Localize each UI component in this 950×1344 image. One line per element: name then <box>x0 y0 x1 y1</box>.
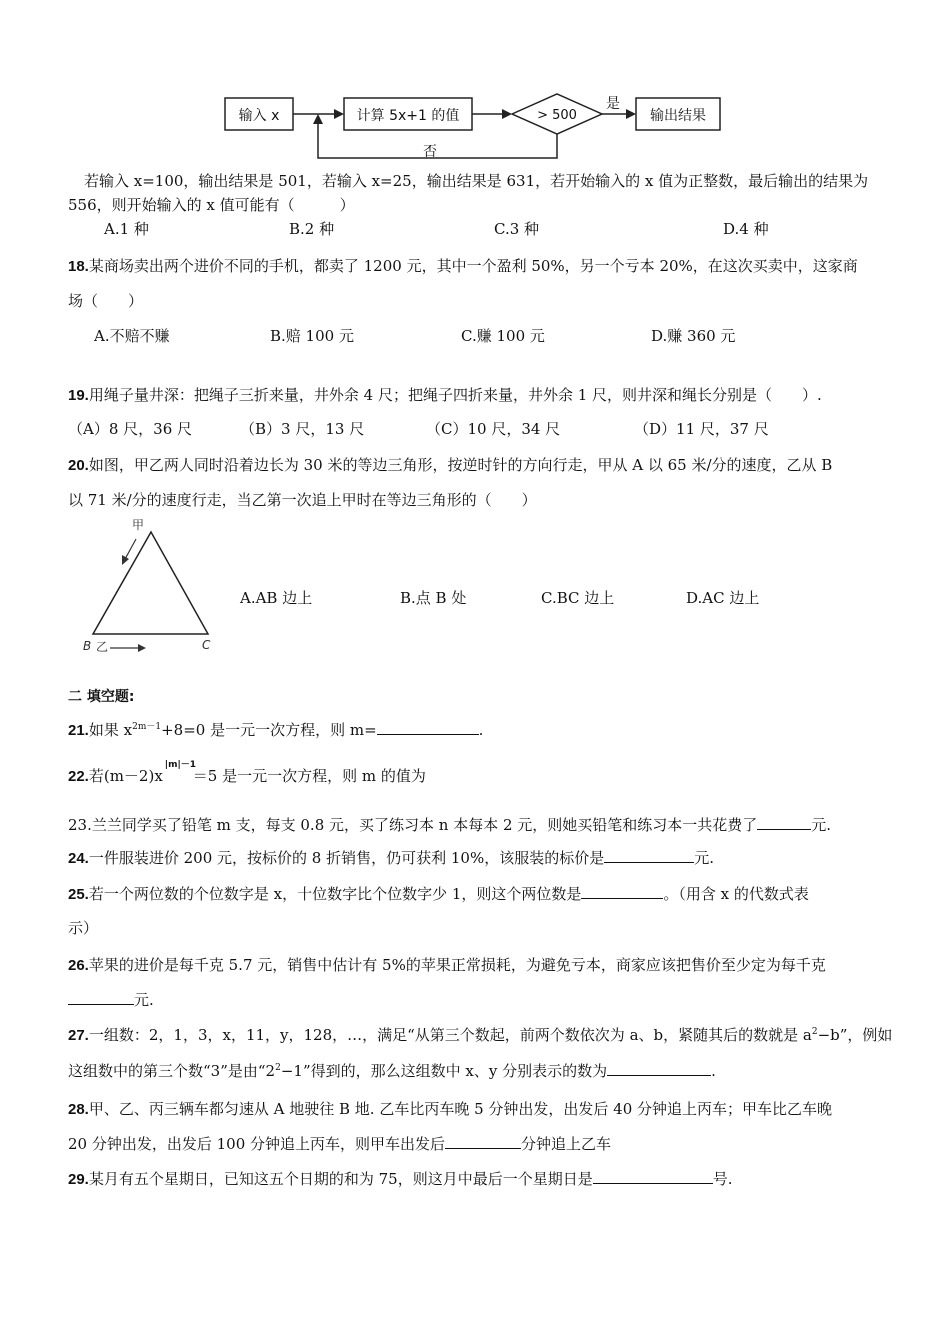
q29-blank[interactable] <box>593 1169 713 1184</box>
flow-output-label: 输出结果 <box>650 108 706 124</box>
q23-blank[interactable] <box>757 815 811 830</box>
q26-blank[interactable] <box>68 990 134 1005</box>
q21-line <box>68 720 483 741</box>
q23-line <box>68 815 831 835</box>
q18-number: 18. <box>68 258 89 275</box>
q17-option-d: D.4 种 <box>723 220 769 238</box>
q28-line2-text: 20 分钟出发，出发后 100 分钟追上丙车，则甲车出发后 <box>68 1135 446 1153</box>
q26-end: 元. <box>134 991 154 1009</box>
q24-text: 一件服装进价 200 元，按标价的 8 折销售，仍可获利 10%，该服装的标价是 <box>88 849 605 867</box>
q27-sup: 2 <box>811 1027 818 1037</box>
q21-end: . <box>478 721 484 739</box>
q25-line1 <box>68 884 809 905</box>
flowchart <box>220 88 730 166</box>
q27-text: 一组数：2，1，3，x，11，y，128，…，满足“从第三个数起，前两个数依次为 a、b，紧随其后的数就是 a <box>88 1026 812 1044</box>
q17-option-a: A.1 种 <box>104 220 149 238</box>
q27-blank[interactable] <box>607 1061 711 1076</box>
flow-input-label: 输入 x <box>238 108 280 124</box>
q29-line <box>68 1169 733 1190</box>
q25-line2: 示） <box>68 919 99 937</box>
flow-compute-label: 计算 5x+1 的值 <box>356 108 460 124</box>
q19-number: 19. <box>68 387 89 404</box>
q22-text-pre: 若(m－2)x <box>88 767 163 785</box>
q20-option-c: C.BC 边上 <box>541 589 615 607</box>
q20-text: 如图，甲乙两人同时沿着边长为 30 米的等边三角形，按逆时针的方向行走，甲从 A 以 65 米/分的速度，乙从 B <box>88 456 833 474</box>
q25-blank[interactable] <box>581 884 663 899</box>
q17-line2: 556，则开始输入的 x 值可能有（ ） <box>68 196 355 214</box>
q28-blank[interactable] <box>445 1134 521 1149</box>
q19-option-c: （C）10 尺，34 尺 <box>426 420 561 438</box>
section-2-title: 二 填空题: <box>68 689 135 705</box>
q18-option-b: B.赔 100 元 <box>270 327 354 345</box>
q20-line2: 以 71 米/分的速度行走，当乙第一次追上甲时在等边三角形的（ ） <box>68 491 537 509</box>
q22-line <box>68 760 426 787</box>
q28-number: 28. <box>68 1101 89 1118</box>
q27-number: 27. <box>68 1027 89 1044</box>
q18-line1 <box>68 256 858 277</box>
flow-yes-label: 是 <box>606 96 620 112</box>
q18-line2: 场（ ） <box>68 292 144 310</box>
triangle-figure <box>80 517 220 657</box>
q20-option-b: B.点 B 处 <box>400 589 467 607</box>
q19-text: 用绳子量井深：把绳子三折来量，井外余 4 尺；把绳子四折来量，井外余 1 尺，则井深和绳长分别是（ ）. <box>88 386 822 404</box>
q20-option-d: D.AC 边上 <box>686 589 760 607</box>
q26-text: 苹果的进价是每千克 5.7 元，销售中估计有 5%的苹果正常损耗，为避免亏本，商家应该把售价至少定为每千克 <box>88 956 826 974</box>
q19-line1 <box>68 385 822 406</box>
flow-no-label: 否 <box>423 144 437 160</box>
q29-text: 某月有五个星期日，已知这五个日期的和为 75，则这月中最后一个星期日是 <box>88 1170 593 1188</box>
q27-end: . <box>711 1062 716 1080</box>
q21-text-pre: 如果 x <box>88 721 133 739</box>
q21-blank[interactable] <box>377 720 479 735</box>
q18-text: 某商场卖出两个进价不同的手机，都卖了 1200 元，其中一个盈利 50%，另一个亏本 20%，在这次买卖中，这家商 <box>88 257 858 275</box>
q20-line1 <box>68 455 832 476</box>
q28-line2 <box>68 1134 611 1154</box>
q22-exponent: |m|－1 <box>164 760 197 770</box>
label-c: C <box>202 638 211 652</box>
q20-option-a: A.AB 边上 <box>240 589 313 607</box>
q17-option-b: B.2 种 <box>289 220 335 238</box>
q24-blank[interactable] <box>604 848 694 863</box>
q22-number: 22. <box>68 768 89 785</box>
q28-text: 甲、乙、丙三辆车都匀速从 A 地驶往 B 地. 乙车比丙车晚 5 分钟出发，出发后 40 分钟追上丙车；甲车比乙车晚 <box>88 1100 833 1118</box>
q29-end: 号. <box>712 1170 733 1188</box>
q17-line1: 若输入 x=100，输出结果是 501，若输入 x=25，输出结果是 631，若开始输入的 x 值为正整数，最后输出的结果为 <box>84 172 869 190</box>
q27-line2 <box>68 1061 716 1081</box>
q26-line2 <box>68 990 154 1010</box>
label-yi: 乙 <box>96 640 109 654</box>
q17-option-c: C.3 种 <box>494 220 540 238</box>
q19-option-a: （A）8 尺，36 尺 <box>68 420 192 438</box>
q18-option-a: A.不赔不赚 <box>94 327 170 345</box>
label-b: B <box>83 639 92 653</box>
q19-option-b: （B）3 尺，13 尺 <box>240 420 365 438</box>
q21-text-post: +8=0 是一元一次方程，则 m= <box>161 721 377 739</box>
q27-line2-sup: 2 <box>275 1063 281 1073</box>
flow-condition-label: > 500 <box>537 108 577 123</box>
q28-line1 <box>68 1099 832 1120</box>
q18-option-c: C.赚 100 元 <box>461 327 545 345</box>
q29-number: 29. <box>68 1171 89 1188</box>
q28-end: 分钟追上乙车 <box>521 1135 612 1153</box>
q23-text: 23.兰兰同学买了铅笔 m 支，每支 0.8 元，买了练习本 n 本每本 2 元，则她买铅笔和练习本一共花费了 <box>68 816 758 834</box>
q25-number: 25. <box>68 886 89 903</box>
label-jia: 甲 <box>132 518 145 532</box>
q21-exponent: 2m－1 <box>132 722 162 732</box>
q18-option-d: D.赚 360 元 <box>651 327 736 345</box>
q25-text: 若一个两位数的个位数字是 x，十位数字比个位数字少 1，则这个两位数是 <box>88 885 582 903</box>
q25-end: 。（用含 x 的代数式表 <box>663 885 809 903</box>
q27-line2-pre: 这组数中的第三个数“3”是由“2 <box>68 1062 276 1080</box>
q26-line1 <box>68 955 826 976</box>
q24-line <box>68 848 714 869</box>
equilateral-triangle <box>93 532 208 634</box>
q27-line1 <box>68 1025 892 1046</box>
q27-text-end: −b”，例如 <box>817 1026 893 1044</box>
q21-number: 21. <box>68 722 89 739</box>
q20-number: 20. <box>68 457 89 474</box>
q24-number: 24. <box>68 850 89 867</box>
q22-text-post: ＝5 是一元一次方程，则 m 的值为 <box>192 767 426 785</box>
q19-option-d: （D）11 尺，37 尺 <box>634 420 769 438</box>
q26-number: 26. <box>68 957 89 974</box>
q23-end: 元. <box>811 816 832 834</box>
q27-line2-post: −1”得到的，那么这组数中 x、y 分别表示的数为 <box>280 1062 608 1080</box>
q24-end: 元. <box>694 849 714 867</box>
